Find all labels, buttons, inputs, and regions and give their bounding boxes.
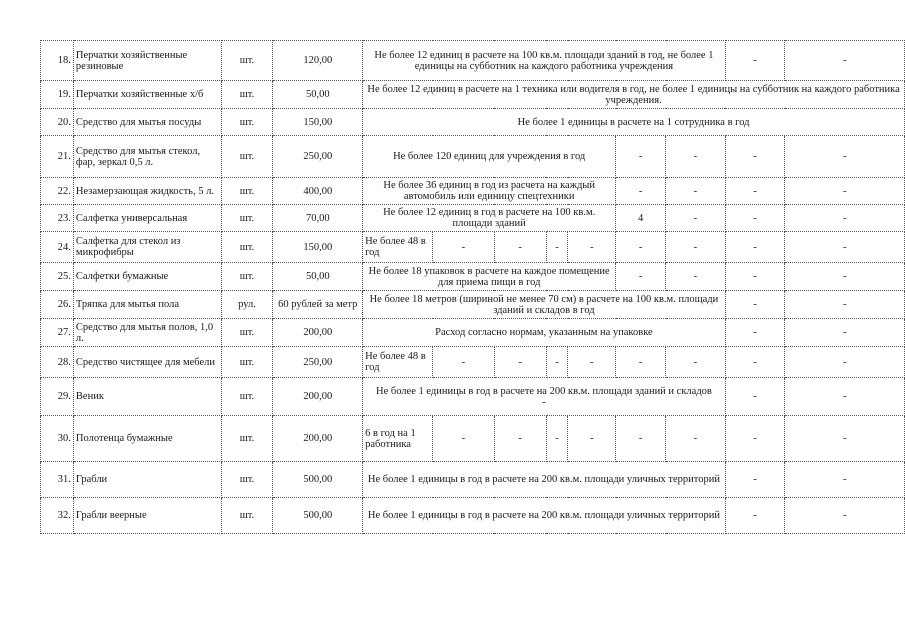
table-row: [41, 498, 905, 534]
extra-cell: -: [616, 347, 666, 378]
extra-cell: -: [568, 232, 616, 263]
item-name: Салфетки бумажные: [73, 263, 221, 291]
extra-cell: -: [568, 347, 616, 378]
item-name: Грабли веерные: [73, 498, 221, 534]
table-row: [41, 462, 905, 498]
extra-cell: -: [616, 178, 666, 205]
unit: шт.: [221, 263, 273, 291]
price: 500,00: [273, 498, 363, 534]
table-row: [41, 347, 905, 378]
extra-cell: -: [725, 205, 785, 232]
extra-cell: -: [785, 347, 905, 378]
item-name: Тряпка для мытья пола: [73, 291, 221, 319]
extra-cell: -: [725, 319, 785, 347]
extra-cell: -: [725, 416, 785, 462]
price: 500,00: [273, 462, 363, 498]
unit: шт.: [221, 347, 273, 378]
extra-cell: -: [725, 178, 785, 205]
extra-cell: -: [725, 136, 785, 178]
extra-cell: -: [666, 136, 726, 178]
unit: шт.: [221, 81, 273, 109]
unit: шт.: [221, 232, 273, 263]
extra-cell: -: [785, 378, 905, 416]
unit: шт.: [221, 378, 273, 416]
unit: шт.: [221, 205, 273, 232]
table-row: [41, 136, 905, 178]
extra-cell: -: [725, 378, 785, 416]
extra-cell: -: [785, 498, 905, 534]
extra-cell: -: [666, 178, 726, 205]
norm-text: Не более 18 упаковок в расчете на каждое помещение для приема пищи в год: [363, 263, 616, 291]
item-name: Средство для мытья стекол, фар, зеркал 0,5 л.: [73, 136, 221, 178]
norm-text: Не более 12 единиц в расчете на 1 техника или водителя в год, не более 1 единицы на субботник на каждого работника учреждения.: [363, 81, 905, 109]
extra-cell: -: [494, 232, 546, 263]
item-name: Салфетка для стекол из микрофибры: [73, 232, 221, 263]
item-name: Салфетка универсальная: [73, 205, 221, 232]
row-number: 27.: [41, 319, 74, 347]
price: 50,00: [273, 81, 363, 109]
extra-cell: -: [546, 347, 568, 378]
extra-cell: -: [725, 263, 785, 291]
row-number: 20.: [41, 109, 74, 136]
extra-cell: -: [433, 232, 495, 263]
extra-cell: -: [785, 462, 905, 498]
extra-cell: -: [725, 498, 785, 534]
unit: шт.: [221, 319, 273, 347]
item-name: Средство для мытья полов, 1,0 л.: [73, 319, 221, 347]
item-name: Перчатки хозяйственные х/б: [73, 81, 221, 109]
unit: шт.: [221, 498, 273, 534]
unit: шт.: [221, 41, 273, 81]
item-name: Незамерзающая жидкость, 5 л.: [73, 178, 221, 205]
row-number: 28.: [41, 347, 74, 378]
price: 150,00: [273, 109, 363, 136]
table-row: [41, 109, 905, 136]
item-name: Средство для мытья посуды: [73, 109, 221, 136]
extra-cell: -: [725, 41, 785, 81]
norm-text: Не более 1 единицы в расчете на 1 сотрудника в год: [363, 109, 905, 136]
unit: шт.: [221, 109, 273, 136]
table-row: [41, 232, 905, 263]
price: 200,00: [273, 378, 363, 416]
extra-cell: -: [725, 347, 785, 378]
row-number: 32.: [41, 498, 74, 534]
table-row: [41, 178, 905, 205]
extra-cell: -: [785, 291, 905, 319]
table-row: [41, 416, 905, 462]
table-row: [41, 81, 905, 109]
extra-cell: -: [785, 41, 905, 81]
row-number: 24.: [41, 232, 74, 263]
price: 50,00: [273, 263, 363, 291]
norm-text: Не более 1 единицы в год в расчете на 200 кв.м. площади уличных территорий: [363, 462, 726, 498]
row-number: 19.: [41, 81, 74, 109]
extra-cell: -: [666, 347, 726, 378]
extra-cell: -: [568, 416, 616, 462]
extra-cell: -: [666, 416, 726, 462]
extra-cell: -: [725, 291, 785, 319]
extra-cell: -: [785, 263, 905, 291]
row-number: 25.: [41, 263, 74, 291]
item-name: Перчатки хозяйственные резиновые: [73, 41, 221, 81]
price: 120,00: [273, 41, 363, 81]
item-name: Полотенца бумажные: [73, 416, 221, 462]
row-number: 29.: [41, 378, 74, 416]
row-number: 31.: [41, 462, 74, 498]
norm-text: Не более 48 в год: [363, 232, 433, 263]
row-number: 23.: [41, 205, 74, 232]
row-number: 18.: [41, 41, 74, 81]
price: 70,00: [273, 205, 363, 232]
norm-text: Не более 48 в год: [363, 347, 433, 378]
table-row: [41, 319, 905, 347]
extra-cell: -: [616, 232, 666, 263]
row-number: 21.: [41, 136, 74, 178]
norm-text: Не более 12 единиц в расчете на 100 кв.м. площади зданий в год, не более 1 единицы на субботник на каждого работника учреждения: [363, 41, 726, 81]
unit: рул.: [221, 291, 273, 319]
price: 200,00: [273, 416, 363, 462]
extra-cell: 4: [616, 205, 666, 232]
extra-cell: -: [546, 232, 568, 263]
norm-text: Не более 18 метров (шириной не менее 70 см) в расчете на 100 кв.м. площади зданий и складов в год: [363, 291, 726, 319]
row-number: 26.: [41, 291, 74, 319]
extra-cell: -: [785, 416, 905, 462]
norm-text: Не более 36 единиц в год из расчета на каждый автомобиль или единицу спецтехники: [363, 178, 616, 205]
row-number: 30.: [41, 416, 74, 462]
price: 250,00: [273, 347, 363, 378]
extra-cell: -: [785, 178, 905, 205]
norm-text: Не более 120 единиц для учреждения в год: [363, 136, 616, 178]
extra-cell: -: [616, 263, 666, 291]
table-body: [41, 41, 905, 534]
unit: шт.: [221, 416, 273, 462]
extra-cell: -: [666, 232, 726, 263]
extra-cell: -: [546, 416, 568, 462]
table-row: [41, 263, 905, 291]
norm-text: Не более 1 единицы в год в расчете на 200 кв.м. площади зданий и складов -: [363, 378, 726, 416]
extra-cell: -: [785, 319, 905, 347]
price: 200,00: [273, 319, 363, 347]
item-name: Средство чистящее для мебели: [73, 347, 221, 378]
item-name: Веник: [73, 378, 221, 416]
norm-text: Не более 1 единицы в год в расчете на 200 кв.м. площади уличных территорий: [363, 498, 726, 534]
table-row: [41, 291, 905, 319]
extra-cell: -: [433, 347, 495, 378]
extra-cell: -: [666, 263, 726, 291]
extra-cell: -: [433, 416, 495, 462]
norm-text: Не более 12 единиц в год в расчете на 100 кв.м. площади зданий: [363, 205, 616, 232]
unit: шт.: [221, 178, 273, 205]
extra-cell: -: [666, 205, 726, 232]
table-row: [41, 205, 905, 232]
unit: шт.: [221, 462, 273, 498]
extra-cell: -: [616, 416, 666, 462]
extra-cell: -: [494, 416, 546, 462]
unit: шт.: [221, 136, 273, 178]
price: 400,00: [273, 178, 363, 205]
price: 250,00: [273, 136, 363, 178]
extra-cell: -: [725, 462, 785, 498]
extra-cell: -: [785, 232, 905, 263]
extra-cell: -: [725, 232, 785, 263]
extra-cell: -: [785, 136, 905, 178]
item-name: Грабли: [73, 462, 221, 498]
norm-text: 6 в год на 1 работника: [363, 416, 433, 462]
table-row: [41, 41, 905, 81]
extra-cell: -: [494, 347, 546, 378]
extra-cell: -: [616, 136, 666, 178]
table-row: [41, 378, 905, 416]
norms-table: [40, 40, 905, 534]
row-number: 22.: [41, 178, 74, 205]
norm-text: Расход согласно нормам, указанным на упаковке: [363, 319, 726, 347]
price: 150,00: [273, 232, 363, 263]
price: 60 рублей за метр: [273, 291, 363, 319]
extra-cell: -: [785, 205, 905, 232]
